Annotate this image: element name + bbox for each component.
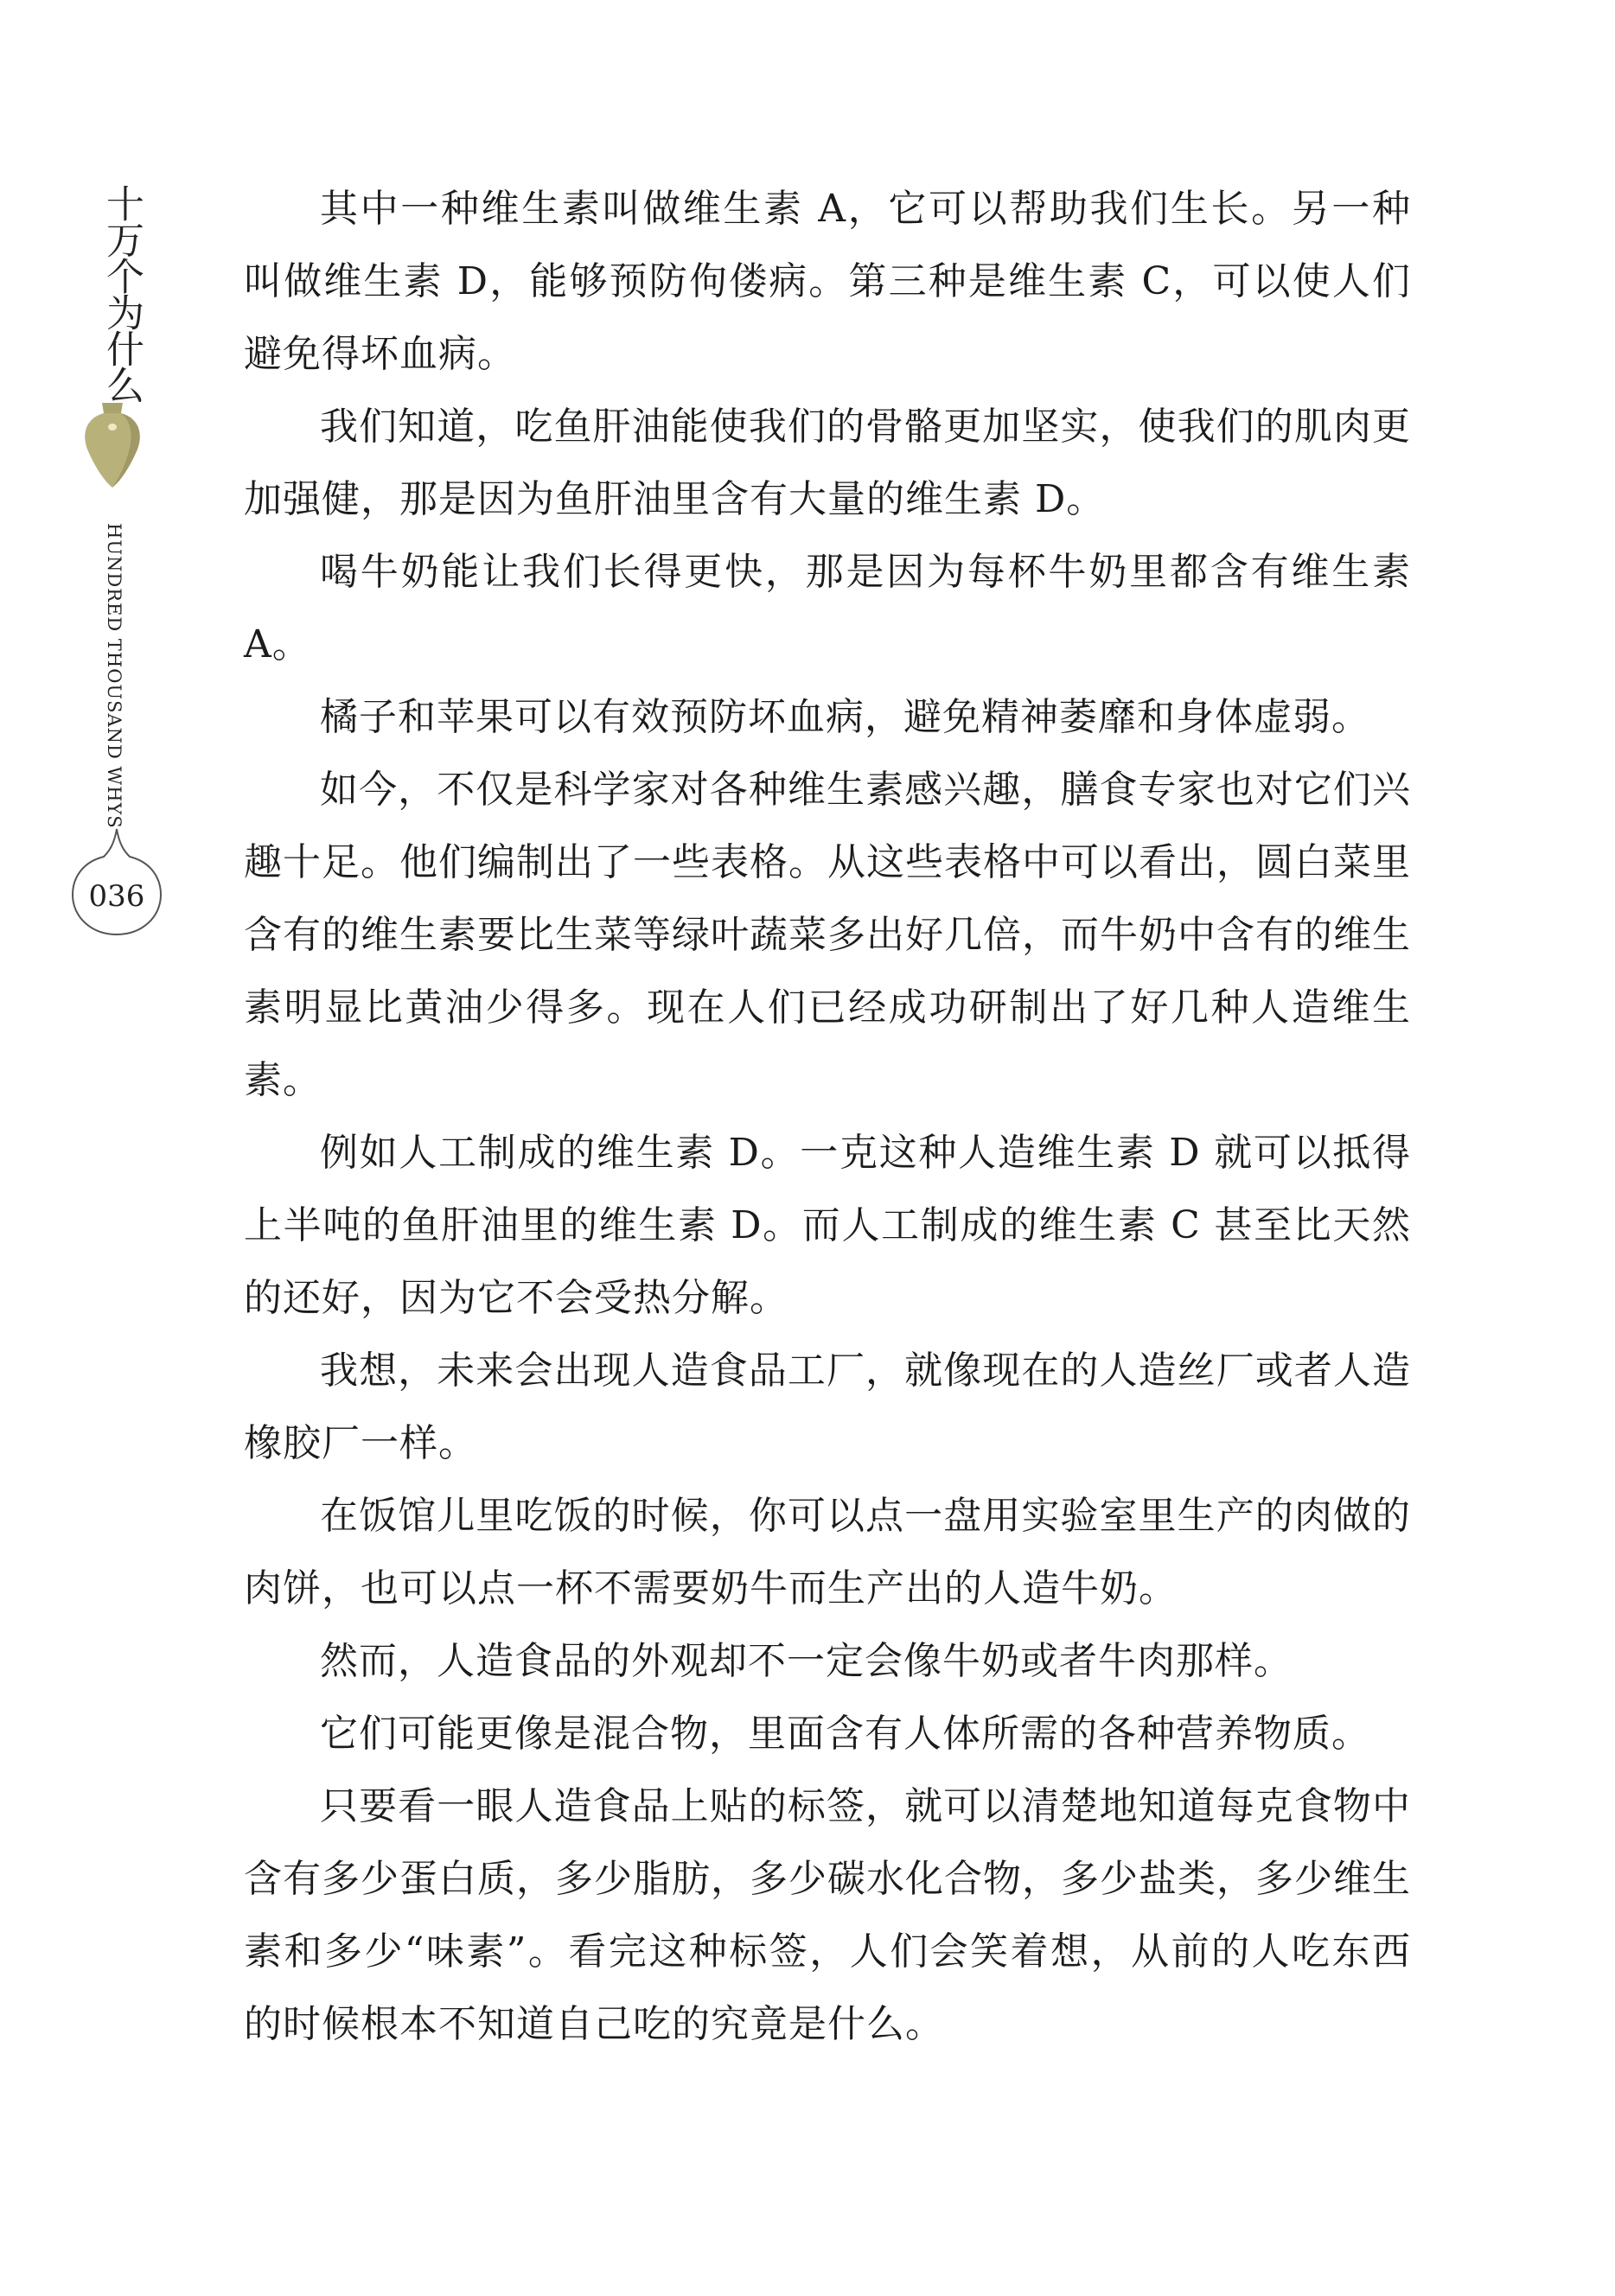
paragraph: 我们知道，吃鱼肝油能使我们的骨骼更加坚实，使我们的肌肉更加强健，那是因为鱼肝油里含有大量的维生素 D。 [244, 405, 1411, 521]
paragraph: 例如人工制成的维生素 D。一克这种人造维生素 D 就可以抵得上半吨的鱼肝油里的维生素 D。而人工制成的维生素 C 甚至比天然的还好，因为它不会受热分解。 [244, 1131, 1411, 1320]
vase-knob [108, 424, 117, 430]
paragraph: 其中一种维生素叫做维生素 A，它可以帮助我们生长。另一种叫做维生素 D，能够预防佝偻病。第三种是维生素 C，可以使人们避免得坏血病。 [244, 187, 1411, 376]
paragraph: 在饭馆儿里吃饭的时候，你可以点一盘用实验室里生产的肉做的肉饼，也可以点一杯不需要奶牛而生产出的人造牛奶。 [244, 1494, 1411, 1610]
paragraph: 喝牛奶能让我们长得更快，那是因为每杯牛奶里都含有维生素A。 [244, 550, 1411, 666]
english-title: HUNDRED THOUSAND WHYS [104, 523, 124, 829]
page-number-badge [69, 826, 164, 938]
paragraph: 橘子和苹果可以有效预防坏血病，避免精神萎靡和身体虚弱。 [320, 695, 1370, 739]
paragraph: 我想，未来会出现人造食品工厂，就像现在的人造丝厂或者人造橡胶厂一样。 [244, 1349, 1411, 1465]
page-number: 036 [88, 879, 145, 914]
vase-icon [78, 398, 147, 493]
vase-neck [102, 403, 123, 413]
page-sidebar [61, 169, 164, 947]
paragraph: 如今，不仅是科学家对各种维生素感兴趣，膳食专家也对它们兴趣十足。他们编制出了一些表格。从这些表格中可以看出，圆白菜里含有的维生素要比生菜等绿叶蔬菜多出好几倍，而牛奶中含有的维生素明显比黄油少得多。现在人们已经成功研制出了好几种人造维生素。 [244, 768, 1411, 1102]
paragraph: 它们可能更像是混合物，里面含有人体所需的各种营养物质。 [320, 1712, 1370, 1756]
paragraph: 然而，人造食品的外观却不一定会像牛奶或者牛肉那样。 [320, 1639, 1293, 1683]
paragraph: 只要看一眼人造食品上贴的标签，就可以清楚地知道每克食物中含有多少蛋白质，多少脂肪，多少碳水化合物，多少盐类，多少维生素和多少“味素”。看完这种标签，人们会笑着想，从前的人吃东西的时候根本不知道自己吃的究竟是什么。 [244, 1784, 1411, 2046]
book-title: 十万个为什么 [99, 184, 144, 402]
article-body [244, 173, 1411, 2061]
